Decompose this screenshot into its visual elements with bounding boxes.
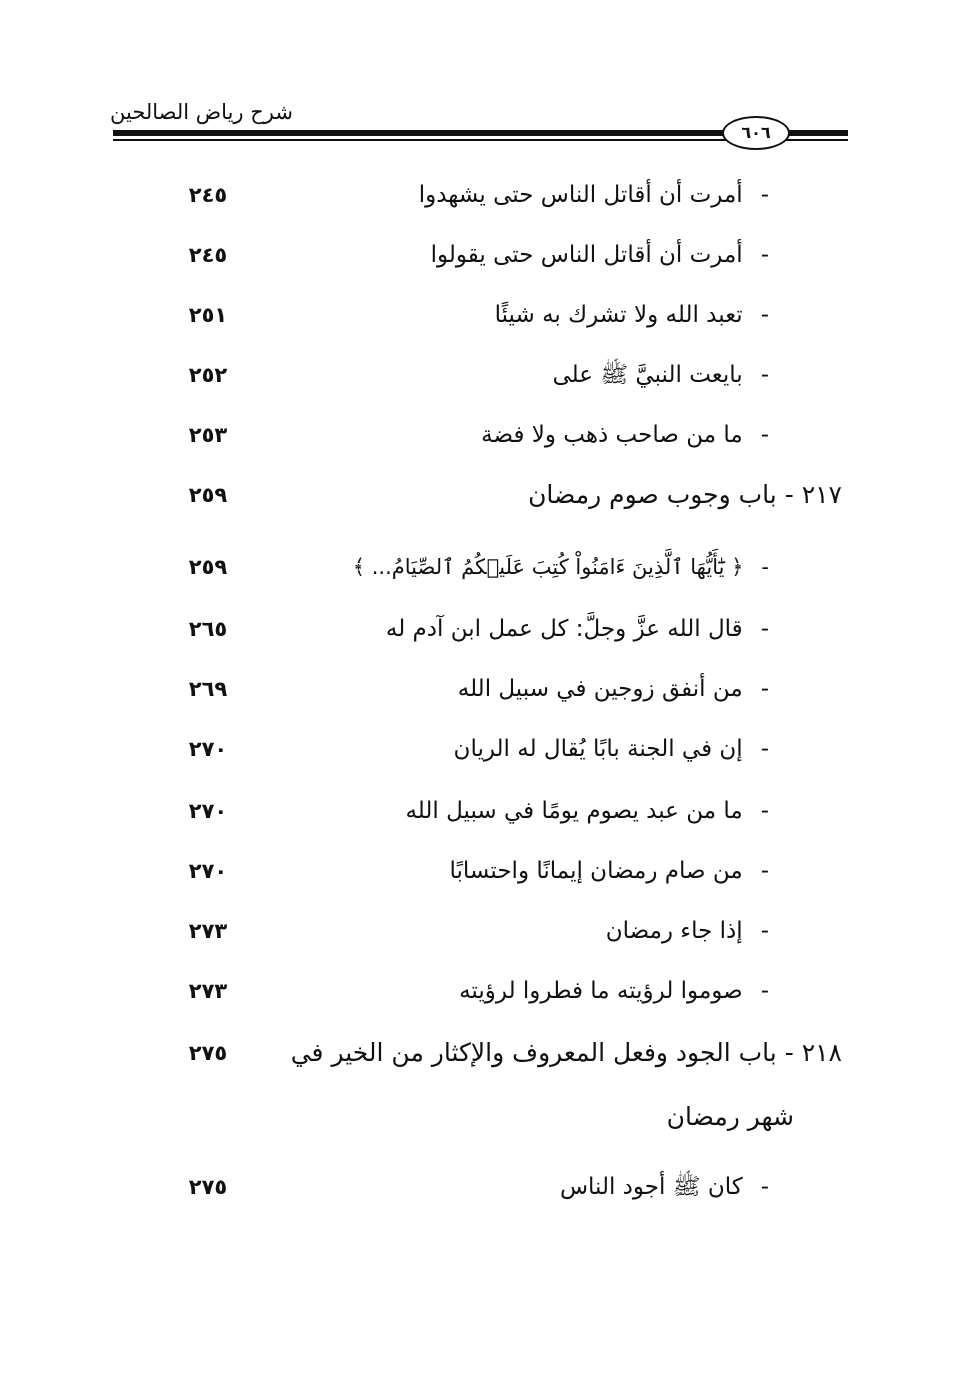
entry-title: صوموا لرؤيته ما فطروا لرؤيته <box>459 978 743 1004</box>
entry-marker: - <box>760 676 769 702</box>
entry-marker: - <box>760 422 769 448</box>
entry-title: باب الجود وفعل المعروف والإكثار من الخير في <box>290 1038 777 1067</box>
entry-marker: - <box>760 1174 769 1200</box>
entry-marker: - <box>760 182 769 208</box>
entry-page-number: ٢٧٠ <box>188 859 228 883</box>
entry-page-number: ٢٤٥ <box>188 183 228 207</box>
toc-entry <box>260 354 769 396</box>
toc-chapter-entry <box>270 1032 842 1074</box>
entry-marker: - <box>761 555 769 579</box>
toc-entry <box>260 546 769 588</box>
entry-page-number: ٢٧٠ <box>188 799 228 823</box>
entry-title: تعبد الله ولا تشرك به شيئًا <box>494 302 743 328</box>
toc-entry <box>260 910 769 952</box>
entry-page-number: ٢٤٥ <box>188 243 228 267</box>
chapter-number: ٢١٨ - <box>784 1038 842 1067</box>
entry-title: قال الله عزَّ وجلَّ: كل عمل ابن آدم له <box>385 616 743 642</box>
toc-entry <box>260 970 769 1012</box>
entry-page-number: ٢٦٩ <box>188 677 228 701</box>
entry-marker: - <box>760 242 769 268</box>
entry-title: ﴿ يَٰٓأَيُّهَا ٱلَّذِينَ ءَامَنُواْ كُتِبَ عَلَيۡكُمُ ٱلصِّيَامُ... ﴾ <box>352 555 744 579</box>
entry-title: أمرت أن أقاتل الناس حتى يشهدوا <box>418 182 743 208</box>
entry-marker: - <box>760 736 769 762</box>
entry-page-number: ٢٦٥ <box>188 617 228 641</box>
toc-entry <box>260 174 769 216</box>
entry-title: من أنفق زوجين في سبيل الله <box>457 676 743 702</box>
entry-page-number: ٢٥٢ <box>188 363 228 387</box>
entry-title: من صام رمضان إيمانًا واحتسابًا <box>449 858 743 884</box>
entry-page-number: ٢٧٥ <box>188 1041 228 1065</box>
entry-marker: - <box>760 798 769 824</box>
toc-entry <box>260 608 769 650</box>
entry-title: بايعت النبيَّ ﷺ على <box>552 362 743 388</box>
entry-title: أمرت أن أقاتل الناس حتى يقولوا <box>430 242 743 268</box>
entry-page-number: ٢٥٣ <box>188 423 228 447</box>
entry-marker: - <box>760 918 769 944</box>
entry-marker: - <box>760 302 769 328</box>
entry-page-number: ٢٥٩ <box>188 483 228 507</box>
toc-entry <box>260 1166 769 1208</box>
entry-page-number: ٢٥٩ <box>188 555 228 579</box>
entry-marker: - <box>760 616 769 642</box>
toc-chapter-entry <box>260 474 842 516</box>
entry-page-number: ٢٧٥ <box>188 1175 228 1199</box>
entry-page-number: ٢٧٠ <box>188 737 228 761</box>
toc-entry <box>260 414 769 456</box>
book-title: شرح رياض الصالحين <box>110 100 293 124</box>
toc-entry <box>260 294 769 336</box>
chapter-number: ٢١٧ - <box>784 480 842 509</box>
entry-page-number: ٢٥١ <box>188 303 228 327</box>
toc-entry <box>260 790 769 832</box>
toc-entry <box>260 234 769 276</box>
entry-marker: - <box>760 978 769 1004</box>
page-number-badge: ٦٠٦ <box>722 116 790 150</box>
entry-title: إذا جاء رمضان <box>605 918 743 944</box>
entry-title: إن في الجنة بابًا يُقال له الريان <box>453 736 743 762</box>
entry-title: كان ﷺ أجود الناس <box>559 1174 743 1200</box>
toc-entry <box>260 728 769 770</box>
entry-page-number: ٢٧٣ <box>188 979 228 1003</box>
entry-title-continuation: شهر رمضان <box>666 1102 794 1131</box>
entry-page-number: ٢٧٣ <box>188 919 228 943</box>
entry-title: ما من عبد يصوم يومًا في سبيل الله <box>405 798 743 824</box>
entry-marker: - <box>760 362 769 388</box>
entry-title: باب وجوب صوم رمضان <box>528 480 777 509</box>
entry-marker: - <box>760 858 769 884</box>
toc-entry <box>260 850 769 892</box>
toc-entry <box>260 668 769 710</box>
entry-title: ما من صاحب ذهب ولا فضة <box>481 422 743 448</box>
